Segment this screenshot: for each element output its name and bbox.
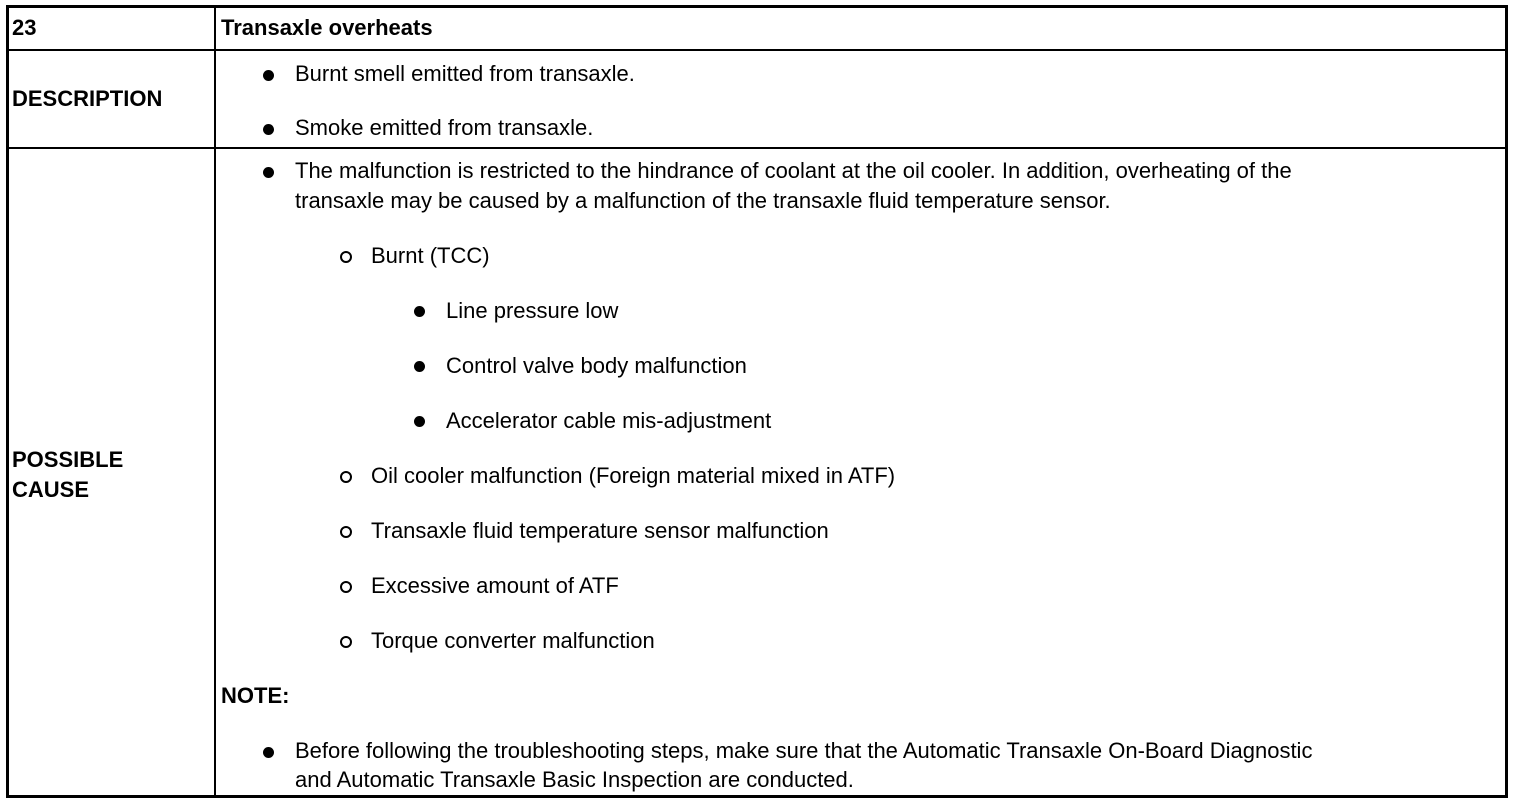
note-line: and Automatic Transaxle Basic Inspection are conducted. — [295, 767, 854, 792]
bullet-icon — [263, 167, 274, 178]
circle-bullet-icon — [340, 251, 352, 263]
possible-cause-label: POSSIBLE — [12, 447, 124, 472]
cause-intro-line: The malfunction is restricted to the hindrance of coolant at the oil cooler. In addition, overheating of the — [295, 158, 1292, 183]
cause-item: Transaxle fluid temperature sensor malfunction — [371, 518, 829, 543]
row-divider — [9, 49, 1505, 51]
cause-item: Excessive amount of ATF — [371, 573, 619, 598]
bullet-icon — [414, 306, 425, 317]
cause-subitem: Line pressure low — [446, 298, 619, 323]
circle-bullet-icon — [340, 636, 352, 648]
note-line: Before following the troubleshooting steps, make sure that the Automatic Transaxle On-Board Diagnostic — [295, 738, 1313, 763]
description-label: DESCRIPTION — [12, 86, 163, 111]
bullet-icon — [263, 747, 274, 758]
cause-item: Torque converter malfunction — [371, 628, 655, 653]
bullet-icon — [263, 70, 274, 81]
description-item: Smoke emitted from transaxle. — [295, 115, 594, 140]
cause-item: Oil cooler malfunction (Foreign material mixed in ATF) — [371, 463, 896, 488]
cause-subitem: Control valve body malfunction — [446, 353, 747, 378]
cause-item: Burnt (TCC) — [371, 243, 490, 268]
possible-cause-label: CAUSE — [12, 477, 90, 502]
circle-bullet-icon — [340, 581, 352, 593]
cause-intro-line: transaxle may be caused by a malfunction of the transaxle fluid temperature sensor. — [295, 188, 1111, 213]
item-title: Transaxle overheats — [221, 15, 433, 40]
note-label: NOTE: — [221, 683, 290, 708]
item-number: 23 — [12, 15, 37, 40]
cause-subitem: Accelerator cable mis-adjustment — [446, 408, 772, 433]
circle-bullet-icon — [340, 526, 352, 538]
bullet-icon — [263, 124, 274, 135]
description-item: Burnt smell emitted from transaxle. — [295, 61, 635, 86]
row-divider — [9, 147, 1505, 149]
bullet-icon — [414, 361, 425, 372]
column-divider — [214, 8, 216, 795]
bullet-icon — [414, 416, 425, 427]
troubleshooting-table — [6, 5, 1508, 798]
circle-bullet-icon — [340, 471, 352, 483]
